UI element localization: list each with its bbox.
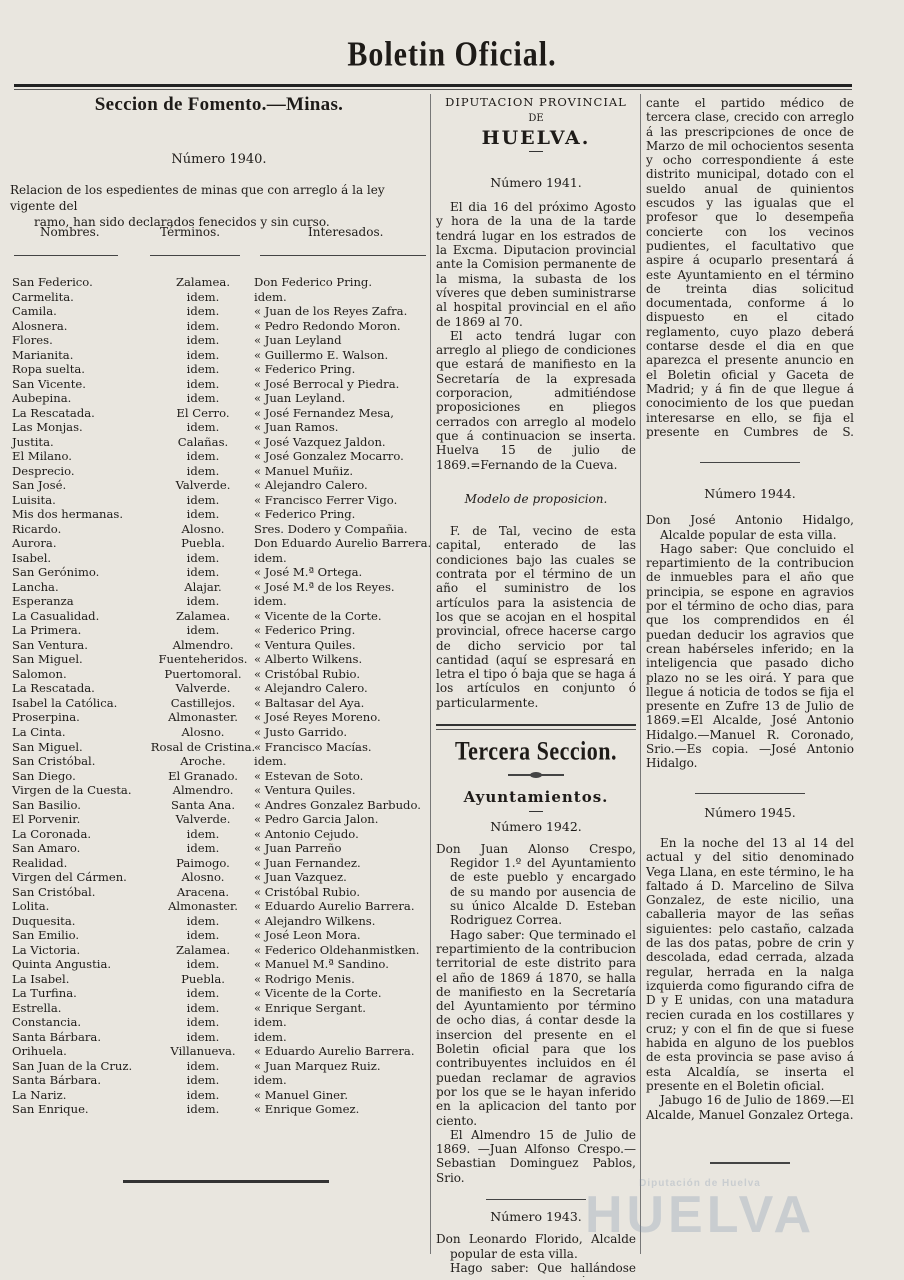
mine-name: San Amaro.: [12, 841, 81, 856]
mine-name: Constancia.: [12, 1015, 82, 1030]
table-row: [10, 1102, 428, 1117]
table-row: [10, 464, 428, 479]
fomento-end-rule: [123, 1180, 329, 1183]
mine-interesado: « Juan Leyland: [254, 333, 342, 348]
mine-interesado: « Juan Fernandez.: [254, 855, 361, 870]
table-row: [10, 536, 432, 551]
mine-termino: idem.: [186, 347, 220, 362]
header-rule-3: [260, 255, 426, 256]
mine-name: Realidad.: [12, 855, 68, 870]
table-row: [10, 1030, 428, 1045]
divider: [695, 793, 805, 794]
table-row: [10, 435, 428, 450]
mine-name: Ropa suelta.: [12, 362, 85, 377]
n1942-sign: El Almendro 15 de Julio de 1869. —Juan Alfonso Crespo.—Sebastian Dominguez Pablos, Srio.: [436, 1127, 636, 1185]
mine-interesado: « Alberto Wilkens.: [254, 652, 363, 667]
mine-termino: Almonaster.: [168, 899, 238, 914]
mine-interesado: « Federico Pring.: [254, 362, 356, 377]
relacion-line-2: ramo, han sido declarados fenecidos y sin curso.: [34, 215, 330, 229]
table-row: [10, 507, 428, 522]
masthead-rule-thin: [14, 89, 852, 90]
table-row: [10, 275, 428, 290]
table-row: [10, 522, 428, 537]
table-row: [10, 856, 428, 871]
table-row: [10, 725, 428, 740]
numero-1944: Número 1944.: [704, 486, 796, 501]
mine-termino: idem.: [186, 289, 220, 304]
mine-termino: Zalamea.: [175, 942, 231, 957]
mine-termino: Santa Ana.: [170, 797, 235, 812]
mine-name: La Isabel.: [12, 971, 70, 986]
mine-termino: idem.: [186, 333, 220, 348]
mine-termino: Puertomoral.: [164, 666, 242, 681]
table-row: [10, 551, 428, 566]
mine-name: Duquesita.: [12, 913, 76, 928]
mine-name: Alosnera.: [12, 318, 68, 333]
mine-name: San Diego.: [12, 768, 76, 783]
mine-name: Virgen de la Cuesta.: [12, 783, 132, 798]
mine-termino: Alajar.: [184, 579, 222, 594]
n1942-body: Hago saber: Que terminado el repartimiento de la contribucion territorial de este distrito para el año de 1869 á 1870, se halla de manifiesto en la Secretaría del Ayuntamiento por término de ocho dias, á contar desde la insercion del presente en el Boletin oficial para que los contribuyentes incluidos en él puedan reclamar de agravios por los que se le hayan inferido en la aplicacion del tanto por ciento.: [436, 927, 636, 1128]
divider: [710, 1162, 790, 1164]
table-row: [10, 957, 428, 972]
mine-name: San Emilio.: [12, 928, 80, 943]
table-row: [10, 841, 428, 856]
table-row: [10, 449, 428, 464]
table-row: [10, 391, 428, 406]
mine-interesado: « José M.ª de los Reyes.: [254, 579, 395, 594]
mine-termino: Fuenteheridos.: [158, 652, 248, 667]
watermark-big-text: HUELVA: [584, 1186, 816, 1244]
table-row: [10, 681, 428, 696]
table-row: [10, 812, 428, 827]
n1943-body-start: Hago saber: Que hallándose: [450, 1260, 636, 1275]
mine-interesado: « Juan Parreño: [254, 841, 342, 856]
table-row: [10, 885, 428, 900]
table-row: [10, 333, 428, 348]
table-row: [10, 1073, 428, 1088]
diputacion-line3: HUELVA.: [481, 126, 591, 149]
mine-interesado: « José Berrocal y Piedra.: [254, 376, 400, 391]
mine-name: Carmelita.: [12, 289, 74, 304]
mine-termino: Valverde.: [175, 478, 231, 493]
mine-interesado: « Juan Ramos.: [254, 420, 339, 435]
table-row: [10, 594, 428, 609]
n1944-body: Hago saber: Que concluido el repartimiento de la contribucion de inmuebles para el año que principia, se espone en agravios por el término de ocho dias, para que los comprendidos en él puedan deducir los agravios que crean habérseles inferido; en la inteligencia que pasado dicho plazo no se les oirá. Y para que llegue á noticia de todos se fija el presente en Zufre 13 de Julio de 1869.=El Alcalde, José Antonio Hidalgo.—Manuel R. Coronado, Srio.—Es copia. —José Antonio Hidalgo.: [646, 541, 854, 771]
mine-interesado: « Eduardo Aurelio Barrera.: [254, 899, 415, 914]
mine-name: San Vicente.: [12, 376, 86, 391]
mine-termino: Aracena.: [176, 884, 230, 899]
mine-name: La Casualidad.: [12, 608, 100, 623]
mine-termino: idem.: [186, 362, 220, 377]
mine-interesado: « Cristóbal Rubio.: [254, 884, 361, 899]
mine-interesado: « Baltasar del Aya.: [254, 695, 365, 710]
mines-table: [10, 275, 432, 1117]
ayuntamientos-title: Ayuntamientos.: [463, 788, 609, 807]
mine-termino: idem.: [186, 318, 220, 333]
mine-interesado: « Francisco Macías.: [254, 739, 372, 754]
table-row: [10, 348, 428, 363]
mine-name: Justita.: [12, 434, 54, 449]
fomento-title: Seccion de Fomento.—Minas.: [94, 94, 344, 115]
n1945-sign: Jabugo 16 de Julio de 1869.—El Alcalde, Manuel Gonzalez Ortega.: [646, 1093, 854, 1122]
mine-name: Salomon.: [12, 666, 67, 681]
table-row: [10, 580, 428, 595]
mine-name: Camila.: [12, 304, 57, 319]
mine-termino: idem.: [186, 1058, 220, 1073]
mine-name: La Rescatada.: [12, 405, 95, 420]
mine-name: Lolita.: [12, 899, 50, 914]
mine-interesado: « Ventura Quiles.: [254, 783, 356, 798]
table-row: [10, 319, 428, 334]
mine-termino: idem.: [186, 594, 220, 609]
table-row: [10, 1044, 428, 1059]
mine-name: San Enrique.: [12, 1102, 89, 1117]
mine-termino: Calañas.: [177, 434, 229, 449]
numero-1945: Número 1945.: [704, 804, 796, 820]
mine-interesado: « Juan Marquez Ruiz.: [254, 1058, 381, 1073]
mine-interesado: « Pedro Redondo Moron.: [254, 318, 401, 333]
mine-termino: Paimogo.: [176, 855, 230, 870]
table-row: [10, 870, 428, 885]
mine-interesado: « Manuel Muñiz.: [254, 463, 354, 478]
n1943-body-continued: cante el partido médico de tercera clase, crecido con arreglo á las prescripciones de once de Marzo de mil ochocientos sesenta y ocho correspondiente á este distrito municipal, dotado con el sueldo anual de quinientos escudos y las igualas que el profesor que lo desempeña concierte con los vecinos pudientes, el facultativo que aspire á ocuparlo presentará á este Ayuntamiento en el término de treinta dias solicitud documentada, conforme á lo dispuesto en el citado reglamento, cuyo plazo deberá contarse desde el dia en que aparezca el presente anuncio en el Boletin oficial y Gaceta de Madrid; y á fin de que llegue á conocimiento de los que puedan interesarse en ello, se fija el presente en Cumbres de S.: [646, 96, 854, 439]
n1945-body: En la noche del 13 al 14 del actual y del sitio denominado Vega Llana, en este término, le ha faltado á D. Marcelino de Silva Gonzalez, de este nicilio, una caballeria mayor de las señas siguientes: pelo castaño, calzada de las dos patas, pobre de crin y descolada, edad cerrada, alzada regular, herrada en la nalga izquierda como figurando cifra de D y E unidas, con una matadura recien curada en los costillares y cruz; y con el fin de que si fuese habida en alguno de los pueblos de esta provincia se pase aviso á esta Alcaldía, se inserta el presente en el Boletin oficial.: [646, 835, 854, 1093]
table-row: [10, 740, 428, 755]
mine-termino: Aroche.: [180, 754, 226, 769]
mine-interesado: « Justo Garrido.: [254, 724, 348, 739]
mine-termino: idem.: [186, 986, 220, 1001]
mine-interesado: idem.: [254, 754, 287, 769]
mine-termino: Almendro.: [172, 783, 234, 798]
mine-interesado: « Alejandro Wilkens.: [254, 913, 376, 928]
mine-termino: idem.: [186, 1029, 220, 1044]
table-row: [10, 798, 428, 813]
mine-termino: Alosno.: [181, 724, 225, 739]
mine-interesado: « Vicente de la Corte.: [254, 608, 382, 623]
table-row: [10, 377, 428, 392]
header-rule-2: [150, 255, 240, 256]
mine-termino: Rosal de Cristina.: [150, 739, 256, 754]
n1944-head: Don José Antonio Hidalgo, Alcalde popular de esta villa.: [646, 513, 854, 542]
column-divider-1: [430, 94, 431, 1254]
tercera-title: Tercera Seccion.: [455, 735, 617, 766]
diputacion-paragraph-1: El dia 16 del próximo Agosto y hora de la una de la tarde tendrá lugar en los estrados de la Excma. Diputacion provincial ante la Comision permanente de la misma, la subasta de los víveres que deben suministrarse al hospital provincial en el año de 1869 al 70.: [436, 200, 636, 329]
mine-name: La Victoria.: [12, 942, 81, 957]
mine-termino: idem.: [186, 420, 220, 435]
modelo-text: F. de Tal, vecino de esta capital, enterado de las condiciones bajo las cuales se contrata por el término de un año el suministro de los artículos para la asistencia de los que se acojan en el hospital provincial, ofrece hacerse cargo de dicho servicio por tal cantidad (aquí se espresará en letra el tipo ó baja que se haga á los artículos en conjunto ó particularmente.: [436, 524, 636, 710]
table-row: [10, 565, 428, 580]
archive-watermark: [550, 1178, 850, 1244]
numero-1943: Número 1943.: [490, 1209, 582, 1224]
mine-termino: idem.: [186, 550, 220, 565]
table-row: [10, 478, 428, 493]
table-row: [10, 290, 428, 305]
mine-termino: El Granado.: [168, 768, 238, 783]
mine-termino: Valverde.: [175, 812, 231, 827]
table-row: [10, 827, 428, 842]
mine-termino: Villanueva.: [170, 1044, 236, 1059]
fomento-section: [10, 92, 432, 1117]
mine-termino: idem.: [186, 391, 220, 406]
mine-termino: El Cerro.: [176, 405, 230, 420]
mine-interesado: « Guillermo E. Walson.: [254, 347, 389, 362]
mine-name: Ricardo.: [12, 521, 62, 536]
mine-interesado: « Federico Pring.: [254, 623, 356, 638]
table-row: [10, 1001, 428, 1016]
mine-name: Orihuela.: [12, 1044, 67, 1059]
divider: [529, 811, 543, 812]
mine-name: Las Monjas.: [12, 420, 83, 435]
mine-termino: idem.: [186, 1087, 220, 1102]
mine-interesado: « Enrique Gomez.: [254, 1102, 360, 1117]
mine-name: El Porvenir.: [12, 812, 81, 827]
header-interesados: Interesados.: [308, 225, 384, 239]
mine-name: San Miguel.: [12, 739, 83, 754]
mine-name: San Ventura.: [12, 637, 88, 652]
mine-name: La Cinta.: [12, 724, 66, 739]
mine-interesado: « Juan Leyland.: [254, 391, 346, 406]
header-rule-1: [14, 255, 118, 256]
mine-termino: idem.: [186, 492, 220, 507]
mine-interesado: « Manuel Giner.: [254, 1087, 349, 1102]
mine-termino: idem.: [186, 841, 220, 856]
numero-1940: Número 1940.: [171, 152, 267, 167]
diputacion-paragraph-2: El acto tendrá lugar con arreglo al pliego de condiciones que estará de manifiesto en la Secretaría de la expresada corporacion, admitiéndose proposiciones en pliegos cerrados con arreglo al modelo que á continuacion se inserta. Huelva 15 de julio de 1869.=Fernando de la Cueva.: [436, 328, 636, 472]
mine-interesado: « José M.ª Ortega.: [254, 565, 363, 580]
relacion-text: [10, 182, 428, 230]
table-row: [10, 914, 428, 929]
mine-name: Desprecio.: [12, 463, 75, 478]
mine-name: La Coronada.: [12, 826, 92, 841]
mine-name: La Primera.: [12, 623, 82, 638]
mine-name: El Milano.: [12, 449, 72, 464]
watermark-small-text: Diputación de Huelva: [639, 1178, 761, 1189]
mine-name: Estrella.: [12, 1000, 62, 1015]
mine-interesado: Don Federico Pring.: [254, 275, 373, 289]
mine-name: San José.: [12, 478, 67, 493]
mine-termino: Castillejos.: [170, 695, 236, 710]
mine-name: San Gerónimo.: [12, 565, 100, 580]
n1943-head: Don Leonardo Florido, Alcalde popular de esta villa.: [436, 1232, 636, 1261]
mine-name: La Turfina.: [12, 986, 77, 1001]
table-row: [10, 493, 428, 508]
mine-termino: Almonaster.: [168, 710, 238, 725]
mine-termino: Alosno.: [181, 870, 225, 885]
table-row: [10, 899, 428, 914]
mine-name: Mis dos hermanas.: [12, 507, 124, 522]
mine-interesado: « Francisco Ferrer Vigo.: [254, 492, 398, 507]
header-terminos: Términos.: [160, 225, 221, 239]
modelo-title: Modelo de proposicion.: [464, 491, 608, 506]
masthead-rule: [14, 84, 852, 87]
mine-interesado: « Estevan de Soto.: [254, 768, 364, 783]
table-row: [10, 420, 428, 435]
table-row: [10, 1015, 428, 1030]
table-row: [10, 1088, 428, 1103]
mine-termino: idem.: [186, 463, 220, 478]
mine-name: San Cristóbal.: [12, 884, 96, 899]
mine-termino: idem.: [186, 826, 220, 841]
table-row: [10, 783, 428, 798]
table-row: [10, 638, 428, 653]
mine-interesado: idem.: [254, 594, 287, 609]
mine-termino: idem.: [186, 913, 220, 928]
mine-termino: idem.: [186, 376, 220, 391]
mine-interesado: « Manuel M.ª Sandino.: [254, 957, 389, 972]
mine-name: Aubepina.: [12, 391, 72, 406]
mine-interesado: « Juan de los Reyes Zafra.: [254, 304, 408, 319]
mine-interesado: « Ventura Quiles.: [254, 637, 356, 652]
mine-termino: Puebla.: [181, 971, 225, 986]
mine-interesado: « José Vazquez Jaldon.: [254, 434, 386, 449]
mine-interesado: idem.: [254, 1029, 287, 1044]
mine-name: Aurora.: [12, 536, 57, 551]
table-row: [10, 652, 428, 667]
table-row: [10, 710, 428, 725]
mine-termino: Puebla.: [181, 536, 225, 551]
mine-name: Flores.: [12, 333, 53, 348]
n1942-head: Don Juan Alonso Crespo, Regidor 1.º del Ayuntamiento de este pueblo y encargado de su mando por ausencia de su único Alcalde D. Esteban Rodriguez Correa.: [436, 841, 636, 928]
mine-interesado: idem.: [254, 289, 287, 304]
mine-termino: idem.: [186, 304, 220, 319]
column-divider-2: [640, 94, 641, 1254]
mine-termino: idem.: [186, 1015, 220, 1030]
mine-interesado: Sres. Dodero y Compañia.: [254, 521, 408, 536]
table-row: [10, 972, 428, 987]
mine-termino: Zalamea.: [175, 275, 231, 289]
table-row: [10, 304, 428, 319]
mine-interesado: « Federico Oldehanmistken.: [254, 942, 420, 957]
mine-name: Proserpina.: [12, 710, 80, 725]
table-row: [10, 928, 428, 943]
mine-name: Luisita.: [12, 492, 56, 507]
mine-interesado: « Pedro Garcia Jalon.: [254, 812, 379, 827]
mine-termino: idem.: [186, 449, 220, 464]
mine-termino: Zalamea.: [175, 608, 231, 623]
mine-name: Lancha.: [12, 579, 59, 594]
mine-name: San Basilio.: [12, 797, 81, 812]
mine-interesado: « Vicente de la Corte.: [254, 986, 382, 1001]
table-row: [10, 406, 428, 421]
table-row: [10, 769, 428, 784]
masthead-title: Boletin Oficial.: [347, 35, 557, 74]
mine-interesado: « Andres Gonzalez Barbudo.: [254, 797, 421, 812]
mine-name: La Nariz.: [12, 1087, 67, 1102]
table-row: [10, 667, 428, 682]
mine-name: Marianita.: [12, 347, 74, 362]
mine-interesado: « Alejandro Calero.: [254, 681, 368, 696]
mine-interesado: idem.: [254, 1073, 287, 1088]
divider: [700, 462, 800, 463]
mine-name: San Miguel.: [12, 652, 83, 667]
table-row: [10, 986, 428, 1001]
mine-termino: idem.: [186, 957, 220, 972]
mine-name: Esperanza: [12, 594, 74, 609]
diputacion-line2: DE: [528, 113, 544, 125]
mine-termino: Valverde.: [175, 681, 231, 696]
table-row: [10, 609, 428, 624]
mine-interesado: « Rodrigo Menis.: [254, 971, 355, 986]
mine-name: San Cristóbal.: [12, 754, 96, 769]
mine-termino: Almendro.: [172, 637, 234, 652]
table-row: [10, 362, 428, 377]
mine-name: San Juan de la Cruz.: [12, 1058, 133, 1073]
mine-interesado: « Federico Pring.: [254, 507, 356, 522]
mine-interesado: « Juan Vazquez.: [254, 870, 347, 885]
right-column: [646, 96, 854, 1164]
mine-name: San Federico.: [12, 275, 93, 289]
mine-interesado: « Eduardo Aurelio Barrera.: [254, 1044, 415, 1059]
mine-name: Quinta Angustia.: [12, 957, 112, 972]
mine-name: Virgen del Cármen.: [12, 870, 127, 885]
mine-termino: Alosno.: [181, 521, 225, 536]
header-nombres: Nombres.: [40, 225, 100, 239]
numero-1941: Número 1941.: [490, 174, 582, 190]
mine-name: Isabel la Católica.: [12, 695, 118, 710]
mine-termino: idem.: [186, 623, 220, 638]
table-row: [10, 943, 428, 958]
mine-name: Isabel.: [12, 550, 52, 565]
table-row: [10, 623, 428, 638]
mine-termino: idem.: [186, 507, 220, 522]
mine-termino: idem.: [186, 1102, 220, 1117]
section-rule: [436, 724, 636, 730]
mine-name: Santa Bárbara.: [12, 1073, 102, 1088]
middle-column: [436, 92, 636, 1277]
mine-interesado: « Enrique Sergant.: [254, 1000, 366, 1015]
numero-1942: Número 1942.: [490, 818, 582, 834]
mine-name: La Rescatada.: [12, 681, 95, 696]
mine-interesado: idem.: [254, 1015, 287, 1030]
mine-name: Santa Bárbara.: [12, 1029, 102, 1044]
mine-interesado: « Alejandro Calero.: [254, 478, 368, 493]
mine-interesado: « José Leon Mora.: [254, 928, 361, 943]
table-row: [10, 754, 428, 769]
divider: [529, 151, 543, 152]
mine-interesado: « Antonio Cejudo.: [254, 826, 359, 841]
mine-interesado: « José Fernandez Mesa,: [254, 405, 394, 420]
table-row: [10, 696, 428, 711]
table-row: [10, 1059, 428, 1074]
mine-termino: idem.: [186, 1000, 220, 1015]
diputacion-line1: DIPUTACION PROVINCIAL: [445, 95, 627, 109]
mine-interesado: idem.: [254, 550, 287, 565]
ornament-divider: [508, 774, 564, 776]
mine-interesado: « José Reyes Moreno.: [254, 710, 381, 725]
mine-interesado: « Cristóbal Rubio.: [254, 666, 361, 681]
mine-termino: idem.: [186, 1073, 220, 1088]
mine-termino: idem.: [186, 928, 220, 943]
mine-termino: idem.: [186, 565, 220, 580]
mine-interesado: « José Gonzalez Mocarro.: [254, 449, 404, 464]
mine-interesado: Don Eduardo Aurelio Barrera.: [254, 536, 432, 551]
relacion-line-1: Relacion de los espedientes de minas que con arreglo á la ley vigente del: [10, 183, 385, 213]
